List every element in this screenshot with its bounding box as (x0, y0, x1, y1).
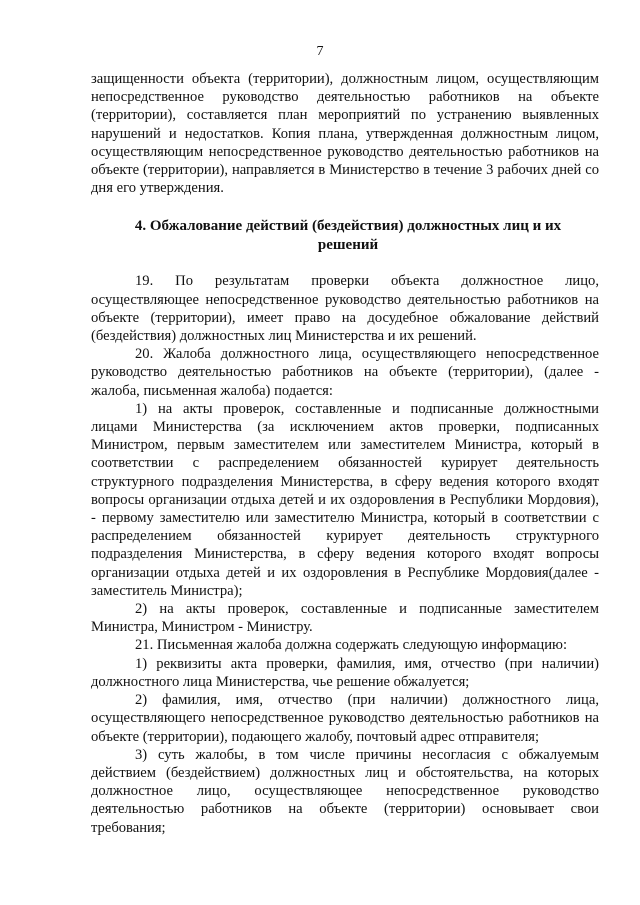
paragraph-19: 19. По результатам проверки объекта должностное лицо, осуществляющее непосредственное руководство деятельностью работников на объекте (территории), имеет право на досудебное обжалование действий (бездействия) должностных лиц Министерства и их решений. (91, 273, 599, 345)
paragraph-20: 20. Жалоба должностного лица, осуществляющего непосредственное руководство деятельностью работников на объекте (территории), (далее - жалоба, письменная жалоба) подается: (91, 346, 599, 399)
intro-paragraph: защищенности объекта (территории), должностным лицом, осуществляющим непосредственное руководство деятельностью работников на объекте (территории), составляется план мероприятий по устранению выявленных нарушений и недостатков. Копия плана, утвержденная должностным лицом, осуществляющим непосредственное руководство деятельностью работников на объекте (территории), направляется в Министерство в течение 3 рабочих дней со дня его утверждения. (91, 71, 599, 197)
paragraph-21-item-2: 2) фамилия, имя, отчество (при наличии) должностного лица, осуществляющего непосредственное руководство деятельностью работников на объекте (территории), подающего жалобу, почтовый адрес отправителя; (91, 692, 599, 745)
paragraph-21-item-1: 1) реквизиты акта проверки, фамилия, имя, отчество (при наличии) должностного лица Министерства, чье решение обжалуется; (91, 655, 599, 690)
page-number: 7 (316, 44, 324, 59)
paragraph-21-item-3: 3) суть жалобы, в том числе причины несогласия с обжалуемым действием (бездействием) должностных лиц и обстоятельства, на которых должностное лицо, осуществляющее непосредственное руководство деятельностью работников на объекте (территории) основывает свои требования; (91, 746, 599, 836)
paragraph-21: 21. Письменная жалоба должна содержать следующую информацию: (135, 637, 568, 654)
paragraph-20-item-1: 1) на акты проверок, составленные и подписанные должностными лицами Министерства (за исключением актов проверки, подписанных Министром, первым заместителем или заместителем Министра, который в соответствии с распределением обязанностей курирует деятельность структурного подразделения Министерства, в сферу ведения которого входят вопросы организации отдыха детей и их оздоровления в Республики Мордовия), - первому заместителю или заместителю Министра, который в соответствии с распределением обязанностей курирует деятельность структурного подразделения Министерства, в сферу ведения которого входят вопросы организации отдыха детей и их оздоровления в Республике Мордовия(далее - заместитель Министра); (91, 400, 599, 599)
document-body (91, 70, 599, 837)
section-heading: 4. Обжалование действий (бездействия) должностных лиц и их решений (134, 218, 562, 253)
paragraph-20-item-2: 2) на акты проверок, составленные и подписанные заместителем Министра, Министром - Министру. (91, 601, 599, 636)
